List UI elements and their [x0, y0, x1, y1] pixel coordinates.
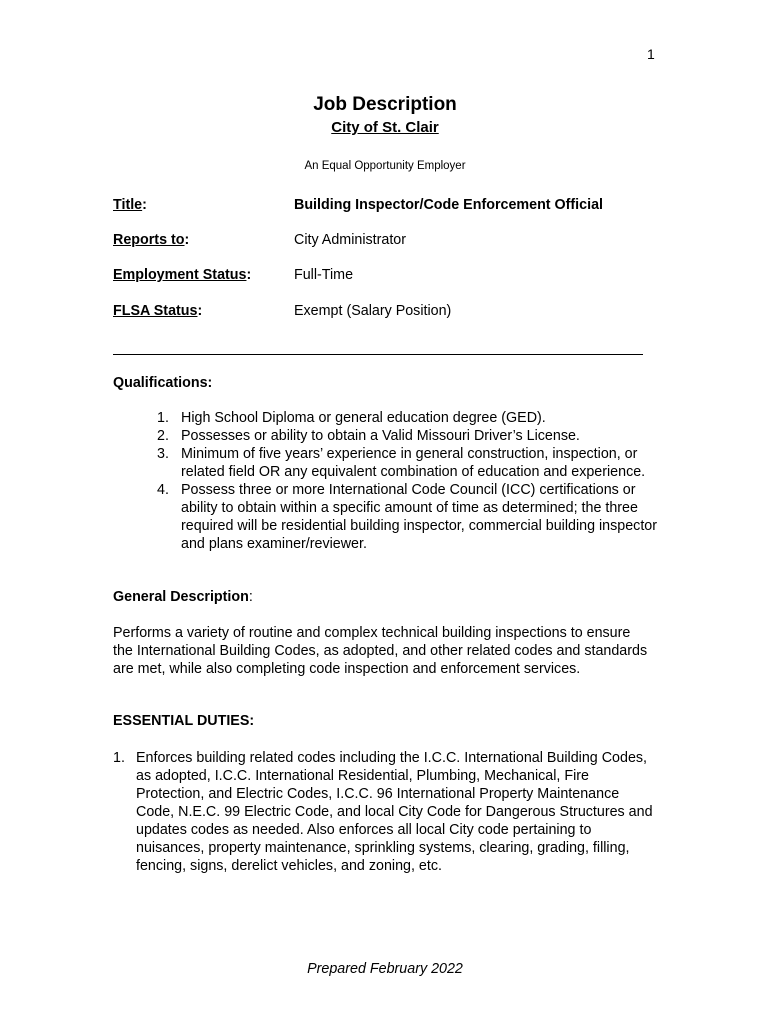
general-description-text: Performs a variety of routine and complex technical building inspections to ensure the International Building Codes, as adopted, and other related codes and standards are met, while also completing code inspection and enforcement services. [113, 625, 648, 677]
general-description-heading: General Description: [113, 589, 253, 605]
equal-opportunity-tagline: An Equal Opportunity Employer [304, 160, 466, 172]
field-employment-status-label: Employment Status: [113, 267, 252, 283]
field-title-label: Title: [113, 197, 147, 213]
list-item: 4. Possess three or more International Code Council (ICC) certifications or ability to obtain within a specific amount of time as determined; the three required will be residential building inspector, commercial building inspector and plans examiner/reviewer. [157, 482, 658, 552]
page-number: 1 [647, 46, 655, 62]
section-divider [113, 354, 643, 355]
essential-duties-heading: ESSENTIAL DUTIES: [113, 713, 255, 729]
qualifications-heading: Qualifications: [113, 375, 213, 391]
field-flsa-status-label: FLSA Status: [113, 303, 203, 319]
document-title: Job Description [313, 94, 457, 115]
employer-name: City of St. Clair [331, 119, 439, 136]
qualifications-list [150, 409, 660, 553]
list-item: 1. High School Diploma or general education degree (GED). [157, 410, 546, 426]
list-item: 3. Minimum of five years’ experience in general construction, inspection, or related field OR any equivalent combination of education and experience. [157, 446, 646, 480]
field-reports-to-value: City Administrator [294, 232, 407, 248]
field-flsa-status-value: Exempt (Salary Position) [294, 303, 452, 319]
list-item: 1. Enforces building related codes including the I.C.C. International Building Codes, as adopted, I.C.C. International Residential, Plumbing, Mechanical, Fire Protection, and Electric Codes, I.C.C. 96 International Property Maintenance Code, N.E.C. 99 Electric Code, and local City Code for Dangerous Structures and updates codes as needed. Also enforces all local City code pertaining to nuisances, property maintenance, sprinkling systems, clearing, grading, filling, fencing, signs, derelict vehicles, and zoning, etc. [113, 750, 653, 874]
field-reports-to-label: Reports to: [113, 232, 190, 248]
essential-duties-list [113, 749, 658, 875]
list-item: 2. Possesses or ability to obtain a Valid Missouri Driver’s License. [157, 428, 580, 444]
field-title-value: Building Inspector/Code Enforcement Official [294, 197, 604, 213]
field-employment-status-value: Full-Time [294, 267, 354, 283]
footer-prepared-date: Prepared February 2022 [307, 961, 463, 977]
